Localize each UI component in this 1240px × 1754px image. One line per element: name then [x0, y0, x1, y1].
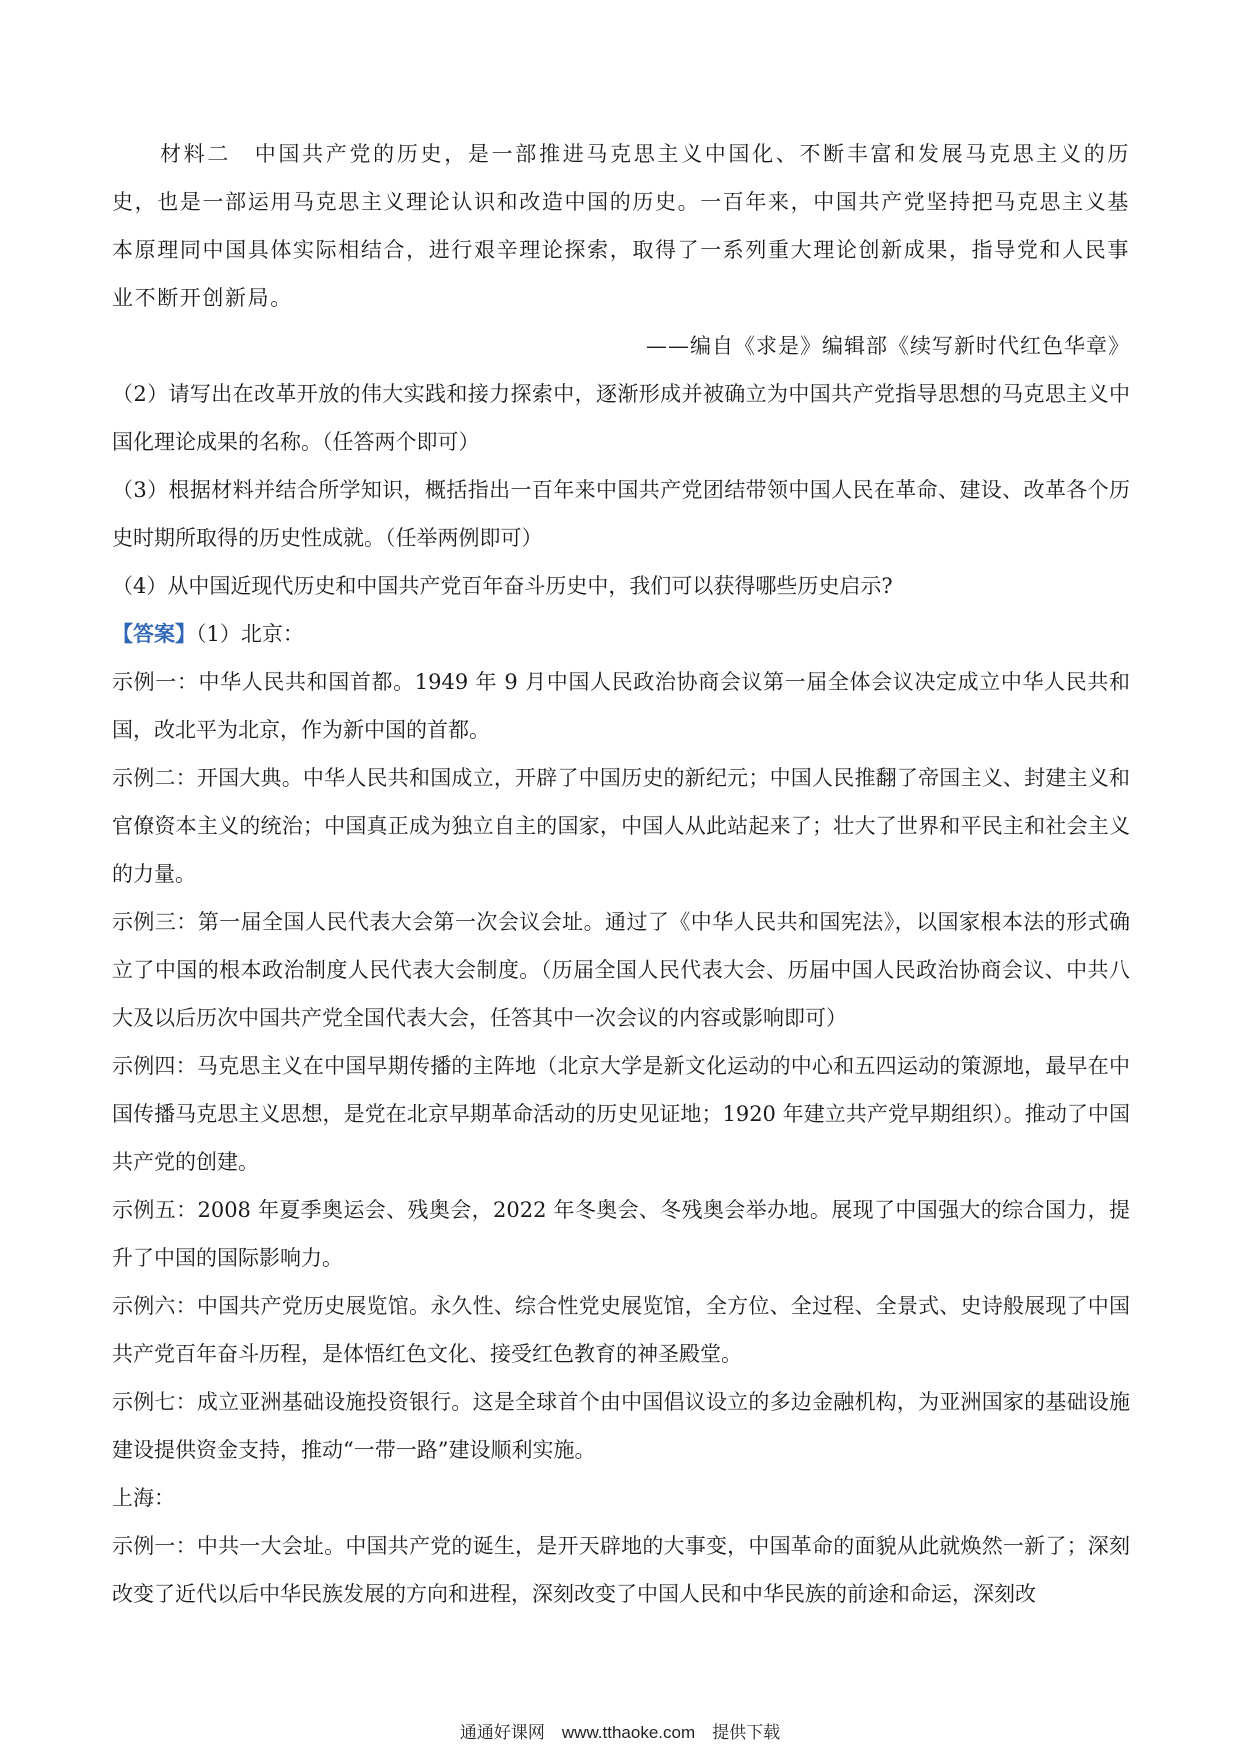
shanghai-example-1: 示例一：中共一大会址。中国共产党的诞生，是开天辟地的大事变，中国革命的面貌从此就焕然一新了；深刻改变了近代以后中华民族发展的方向和进程，深刻改变了中国人民和中华民族的前途和命运，深刻改 [112, 1534, 1130, 1606]
material-2-source: ——编自《求是》编辑部《续写新时代红色华章》 [646, 334, 1130, 358]
question-4: （4）从中国近现代历史和中国共产党百年奋斗历史中，我们可以获得哪些历史启示? [112, 574, 893, 598]
beijing-example-2: 示例二：开国大典。中华人民共和国成立，开辟了中国历史的新纪元；中国人民推翻了帝国主义、封建主义和官僚资本主义的统治；中国真正成为独立自主的国家，中国人从此站起来了；壮大了世界和平民主和社会主义的力量。 [112, 766, 1130, 886]
answer-first-line: （1）北京： [196, 622, 304, 646]
shanghai-label: 上海： [112, 1486, 175, 1510]
beijing-example-4: 示例四：马克思主义在中国早期传播的主阵地（北京大学是新文化运动的中心和五四运动的策源地，最早在中国传播马克思主义思想，是党在北京早期革命活动的历史见证地；1920 年建立共产党早期组织）。推动了中国共产党的创建。 [112, 1054, 1130, 1174]
document-page [112, 130, 1130, 1618]
beijing-example-5: 示例五：2008 年夏季奥运会、残奥会，2022 年冬奥会、冬残奥会举办地。展现了中国强大的综合国力，提升了中国的国际影响力。 [112, 1198, 1130, 1270]
answer-heading [112, 610, 1130, 658]
beijing-example-1: 示例一：中华人民共和国首都。1949 年 9 月中国人民政治协商会议第一届全体会议决定成立中华人民共和国，改北平为北京，作为新中国的首都。 [112, 670, 1130, 742]
beijing-example-6: 示例六：中国共产党历史展览馆。永久性、综合性党史展览馆，全方位、全过程、全景式、史诗般展现了中国共产党百年奋斗历程，是体悟红色文化、接受红色教育的神圣殿堂。 [112, 1294, 1130, 1366]
question-3: （3）根据材料并结合所学知识，概括指出一百年来中国共产党团结带领中国人民在革命、建设、改革各个历史时期所取得的历史性成就。（任举两例即可） [112, 478, 1130, 550]
question-2: （2）请写出在改革开放的伟大实践和接力探索中，逐渐形成并被确立为中国共产党指导思想的马克思主义中国化理论成果的名称。（任答两个即可） [112, 382, 1130, 454]
page-footer: 通通好课网 www.tthaoke.com 提供下载 [459, 1723, 781, 1742]
beijing-example-7: 示例七：成立亚洲基础设施投资银行。这是全球首个由中国倡议设立的多边金融机构，为亚洲国家的基础设施建设提供资金支持，推动“一带一路”建设顺利实施。 [112, 1390, 1130, 1462]
material-2-paragraph: 材料二 中国共产党的历史，是一部推进马克思主义中国化、不断丰富和发展马克思主义的历史，也是一部运用马克思主义理论认识和改造中国的历史。一百年来，中国共产党坚持把马克思主义基本原理同中国具体实际相结合，进行艰辛理论探索，取得了一系列重大理论创新成果，指导党和人民事业不断开创新局。 [112, 142, 1130, 310]
answer-tag: 【答案】 [112, 621, 196, 646]
beijing-example-3: 示例三：第一届全国人民代表大会第一次会议会址。通过了《中华人民共和国宪法》，以国家根本法的形式确立了中国的根本政治制度人民代表大会制度。（历届全国人民代表大会、历届中国人民政治协商会议、中共八大及以后历次中国共产党全国代表大会，任答其中一次会议的内容或影响即可） [112, 910, 1130, 1030]
